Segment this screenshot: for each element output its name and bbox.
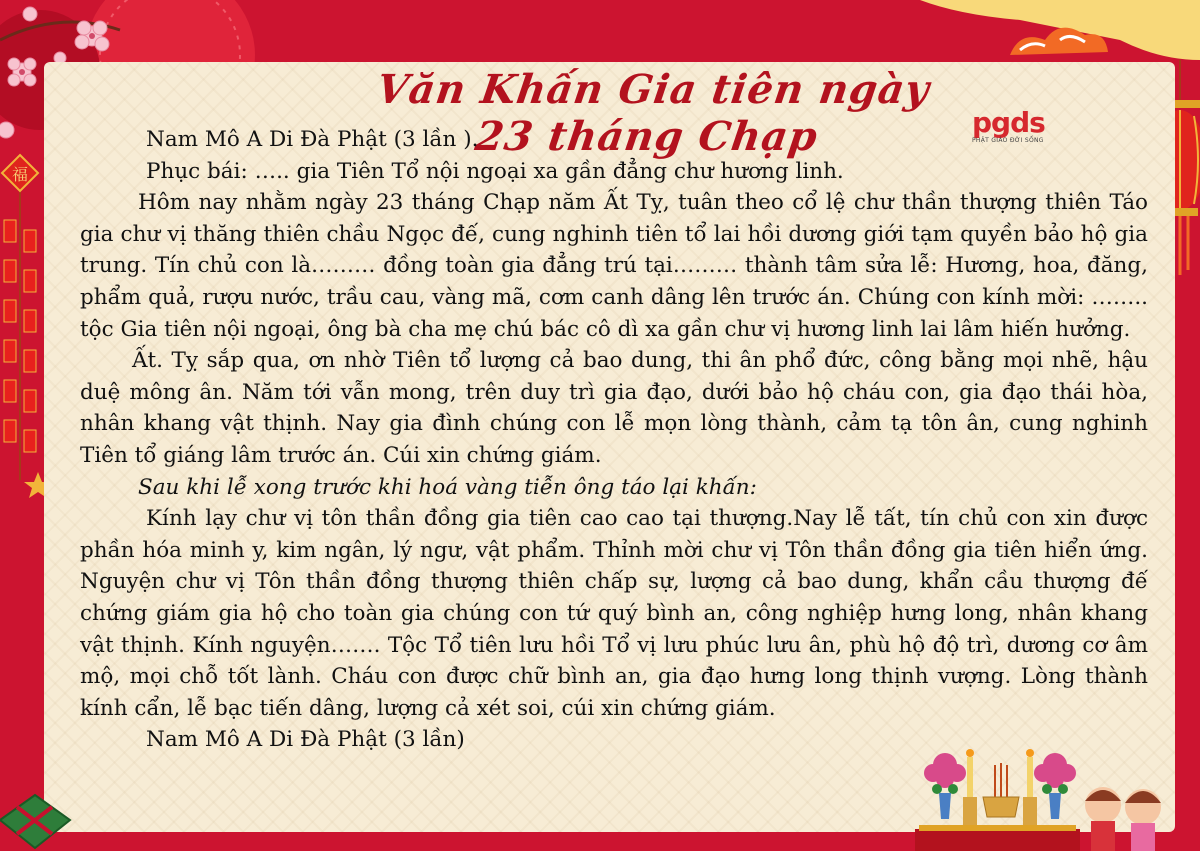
paragraph-opening-invocation: Nam Mô A Di Đà Phật (3 lần ). [146,127,479,152]
logo-text: pgds [972,106,1045,139]
paragraph-at-ty: Ất. Tỵ sắp qua, ơn nhờ Tiên tổ lượng cả bao dung, thi ân phổ đức, công bằng mọi nhẽ, hậu duệ mông ân. Năm tới vẫn mong, trên duy trì gia đạo, dưới bảo hộ cháu con, gia đạo thái hòa, nhân khang vật thịnh. Nay gia đình chúng con lễ mọn lòng thành, cảm tạ tôn ân, cung nghinh Tiên tổ giáng lâm trước án. Cúi xin chứng giám. [80,348,1148,468]
altar-offering-icon [915,735,1200,851]
lantern-character: 福 [11,165,29,184]
prayer-body [80,124,1148,756]
paragraph-phuc-bai: Phục bái: ….. gia Tiên Tổ nội ngoại xa gần đẳng chư hương linh. [146,158,844,184]
paragraph-closing-invocation: Nam Mô A Di Đà Phật (3 lần) [146,727,465,753]
paragraph-instruction: Sau khi lễ xong trước khi hoá vàng tiễn ông táo lại khấn: [138,474,757,500]
paragraph-hom-nay: Hôm nay nhằm ngày 23 tháng Chạp năm Ất Tỵ, tuân theo cổ lệ chư thần thượng thiên Táo gia chư vị thăng thiên chầu Ngọc đế, cung nghinh tiên tổ lai hồi dương giới tạm quyền bảo hộ gia trung. Tín chủ con là……… đồng toàn gia đẳng trú tại……… thành tâm sửa lễ: Hương, hoa, đăng, phẩm quả, rượu nước, trầu cau, vàng mã, cơm canh dâng lên trước án. Chúng con kính mời: …….. tộc Gia tiên nội ngoại, ông bà cha mẹ chú bác cô dì xa gần chư vị hương linh lai lâm hiến hưởng. [80,190,1148,342]
paragraph-kinh-lay: Kính lạy chư vị tôn thần đồng gia tiên cao cao tại thượng.Nay lễ tất, tín chủ con xin được phần hóa minh y, kim ngân, lý ngư, vật phẩm. Thỉnh mời chư vị Tôn thần đồng gia tiên hiển ứng. Nguyện chư vị Tôn thần đồng thượng thiên chấp sự, lượng cả bao dung, khẩn cầu thượng đế chứng giám gia hộ cho toàn gia chúng con tứ quý bình an, công nghiệp hưng long, nhân khang vật thịnh. Kính nguyện……. Tộc Tổ tiên lưu hồi Tổ vị lưu phúc lưu ân, phù hộ độ trì, dương cơ âm mộ, mọi chỗ tốt lành. Cháu con được chữ bình an, gia đạo hưng long thịnh vượng. Lòng thành kính cẩn, lễ bạc tiến dâng, lượng cả xét soi, cúi xin chứng giám. [80,506,1148,721]
banh-chung-icon [0,790,75,851]
document-title: Văn Khấn Gia tiên ngày 23 tháng Chạp [373,66,933,160]
logo-tagline: PHẬT GIÁO ĐỜI SỐNG [972,137,1044,144]
